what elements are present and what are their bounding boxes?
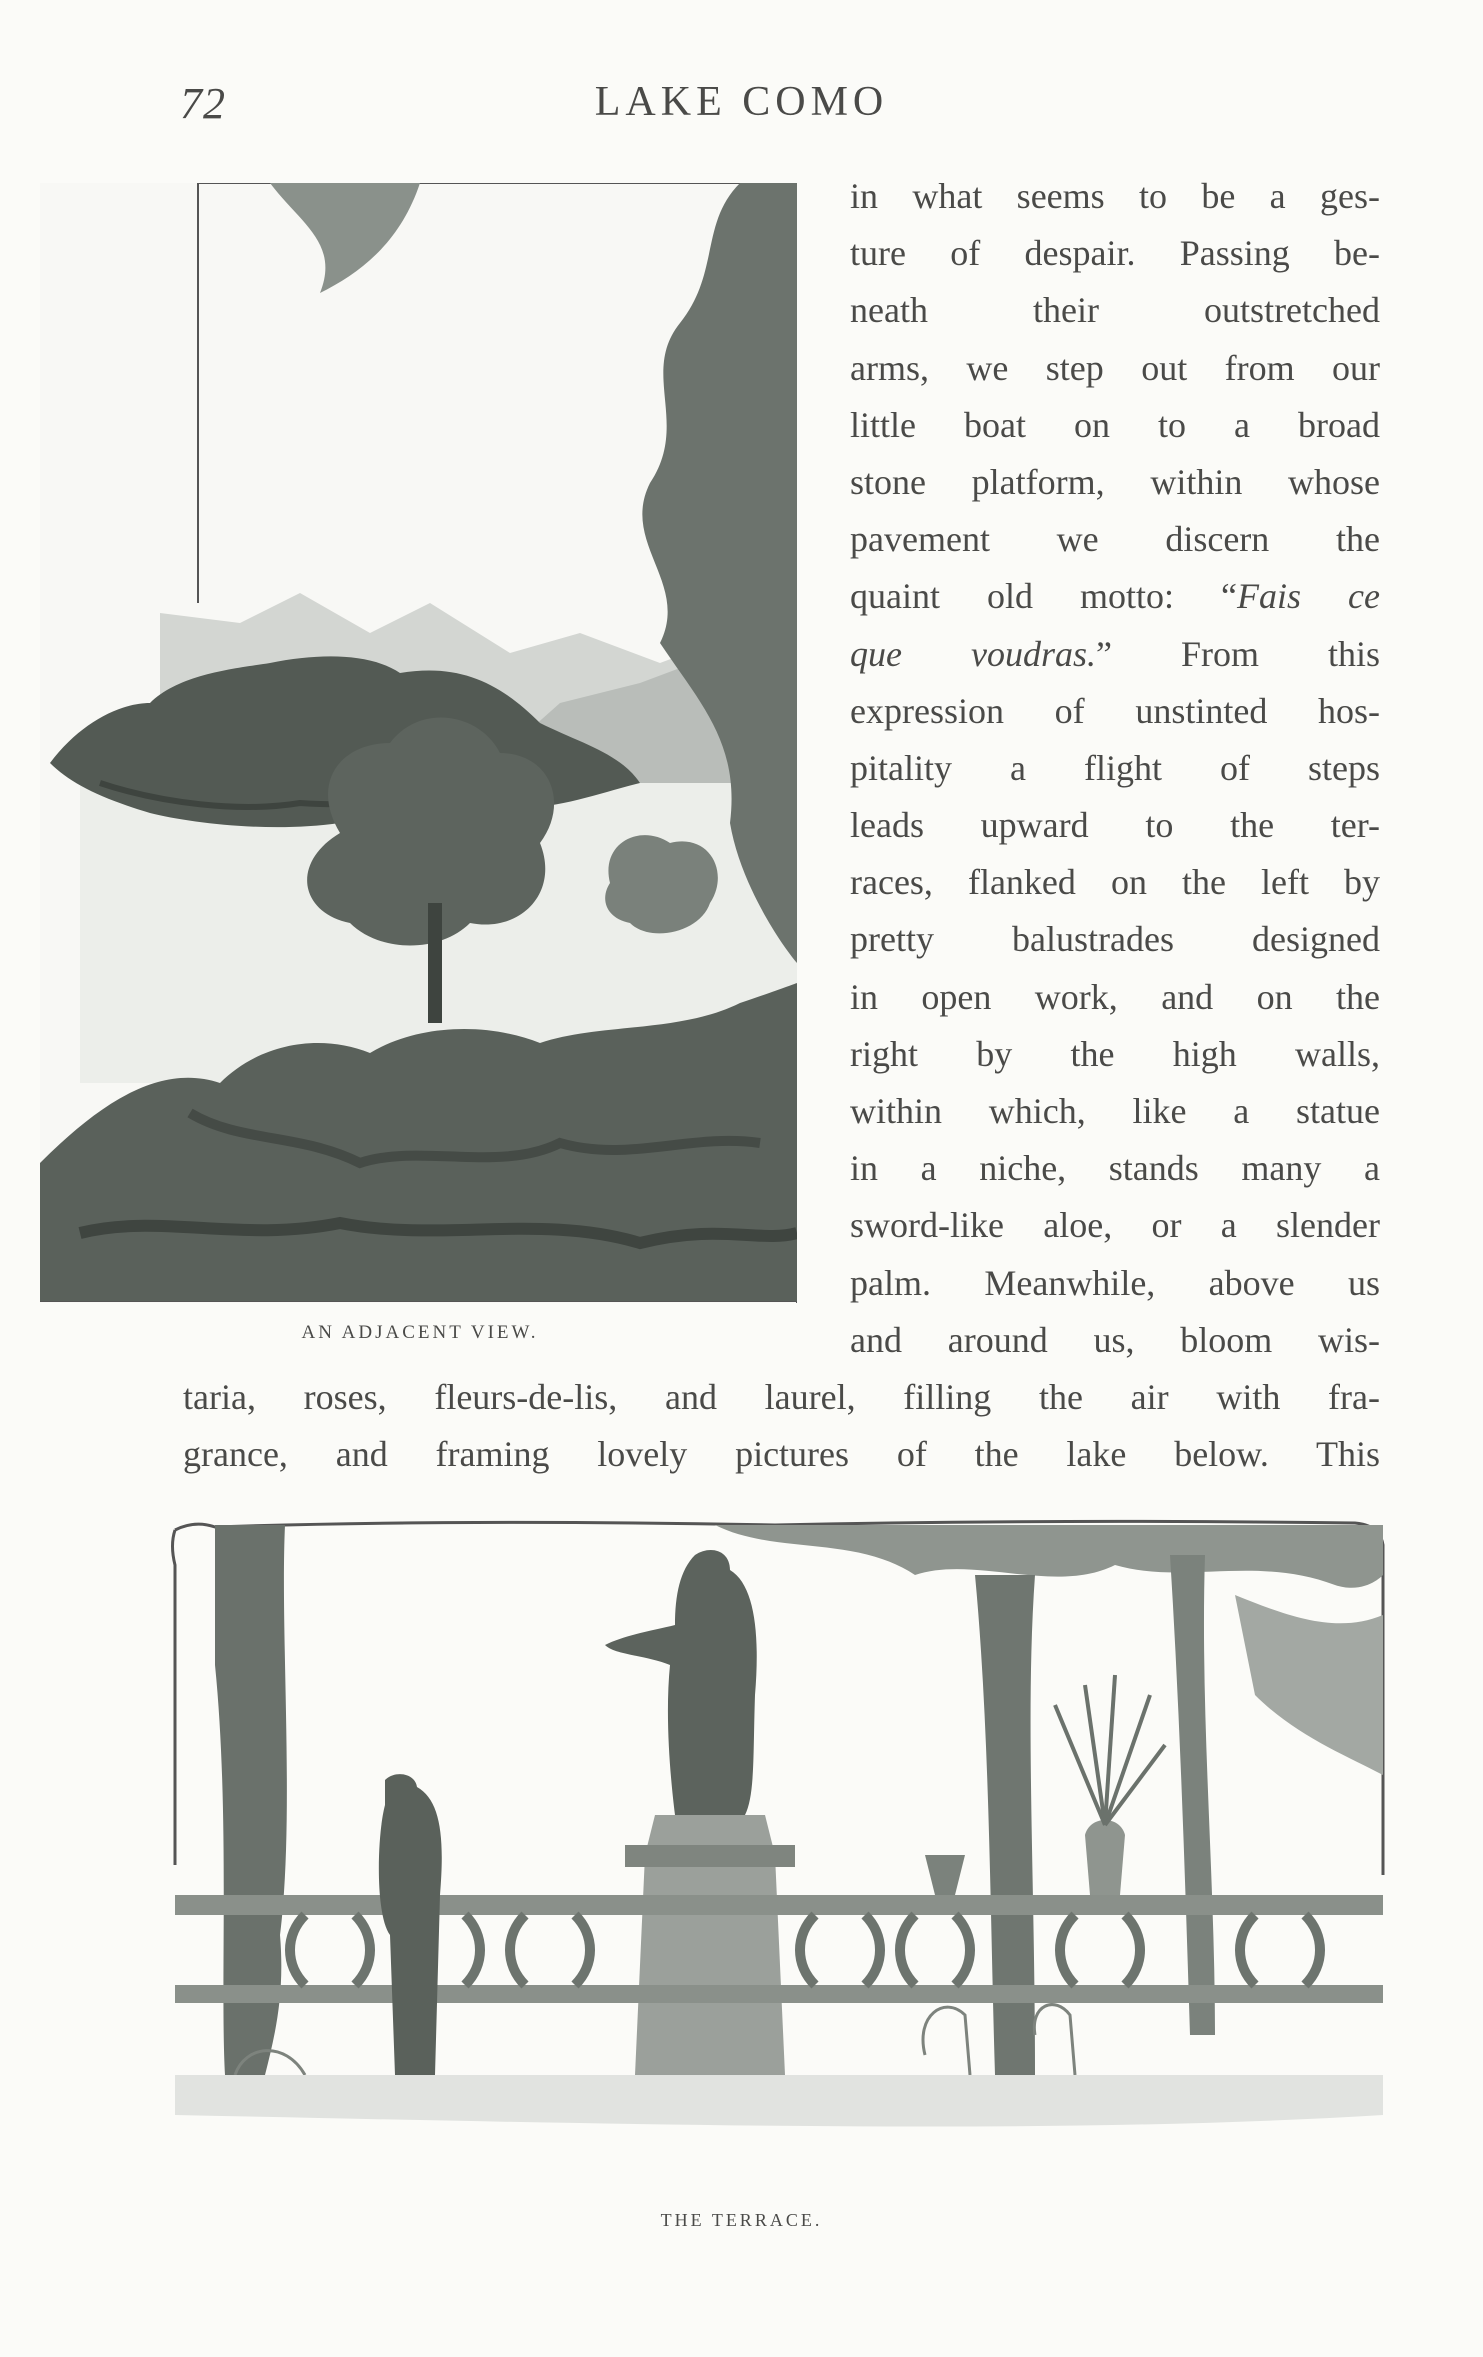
text-line: pitality a flight of steps [850,747,1380,788]
text-line-full-width: taria, roses, fleurs-de-lis, and laurel, filling the air with fra- [183,1376,1380,1417]
text-line: leads upward to the ter- [850,805,1380,846]
text-line: and around us, bloom wis- [850,1319,1380,1360]
text-line: sword-like aloe, or a slender [850,1205,1380,1246]
text-line: expression of unstinted hos- [850,690,1380,731]
text-line: right by the high walls, [850,1033,1380,1074]
text-line: pavement we discern the [850,519,1380,560]
text-line-motto [850,568,1380,625]
motto-close-quote: ” [1095,633,1112,674]
text-line-full-width: grance, and framing lovely pictures of the lake below. This [183,1434,1380,1475]
adjacent-view-illustration [40,183,797,1303]
text-line: arms, we step out from our [850,347,1380,388]
motto-open-quote: “ [1221,576,1238,617]
text-line: in what seems to be a ges- [850,176,1380,216]
caption-adjacent-view: AN ADJACENT VIEW. [301,1322,539,1343]
page-number: 72 [180,79,226,128]
terrace-engraving [155,1515,1390,2145]
text-line: palm. Meanwhile, above us [850,1262,1380,1303]
text-line: in a niche, stands many a [850,1148,1380,1189]
motto-text-end: que voudras. [850,633,1096,674]
motto-lead: quaint old motto: [850,576,1175,617]
text-line: ture of despair. Passing be- [850,233,1380,274]
after-motto: From this [1180,633,1380,674]
text-line: little boat on to a broad [850,404,1380,445]
lake-island-engraving [40,183,797,1303]
text-line-motto-end [850,626,1380,683]
text-line: within which, like a statue [850,1091,1380,1131]
terrace-illustration [155,1515,1390,2145]
text-line: neath their outstretched [850,290,1380,331]
text-line: stone platform, within whose [850,461,1380,502]
text-line: pretty balustrades designed [850,919,1380,960]
text-line: races, flanked on the left by [850,862,1380,903]
caption-terrace: THE TERRACE. [660,2210,823,2230]
running-title: LAKE COMO [594,79,889,125]
motto-text: Fais ce [1237,576,1380,617]
text-line: in open work, and on the [850,976,1380,1017]
